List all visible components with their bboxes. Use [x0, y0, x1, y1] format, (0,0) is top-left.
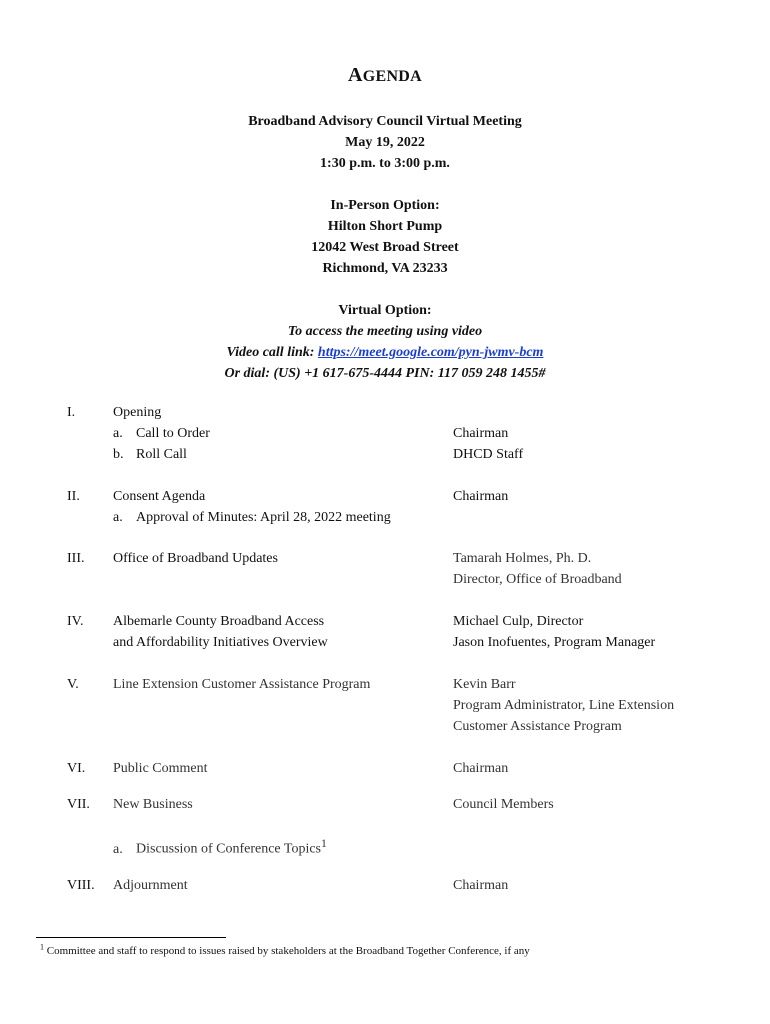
virtual-instruction: To access the meeting using video	[287, 324, 483, 339]
footnote-ref: 1	[321, 837, 327, 850]
agenda-item-title-cont: and Affordability Initiatives Overview	[113, 635, 328, 650]
footnote-mark: 1	[40, 942, 44, 952]
meeting-date: May 19, 2022	[345, 135, 425, 150]
agenda-presenter-role: Director, Office of Broadband	[453, 572, 622, 587]
virtual-heading: Virtual Option:	[338, 303, 432, 318]
agenda-presenter: Jason Inofuentes, Program Manager	[453, 635, 656, 650]
venue-name: Hilton Short Pump	[327, 219, 443, 234]
agenda-presenter-role: Program Administrator, Line Extension	[453, 698, 675, 713]
agenda-number: I.	[67, 405, 76, 420]
agenda-presenter: DHCD Staff	[453, 447, 524, 462]
agenda-number: VI.	[67, 761, 86, 776]
agenda-item-title: Office of Broadband Updates	[113, 551, 278, 566]
agenda-presenter: Tamarah Holmes, Ph. D.	[453, 551, 592, 566]
agenda-item-title: Public Comment	[113, 761, 208, 776]
agenda-presenter: Council Members	[453, 797, 554, 812]
video-call-label: Video call link:	[226, 345, 318, 360]
agenda-presenter: Chairman	[453, 426, 509, 441]
dial-in-line: Or dial: (US) +1 617-675-4444 PIN: 117 059 248 1455#	[224, 366, 546, 381]
agenda-presenter: Michael Culp, Director	[453, 614, 584, 629]
video-call-link[interactable]: https://meet.google.com/pyn-jwmv-bcm	[317, 345, 544, 360]
agenda-subitem: a. Approval of Minutes: April 28, 2022 meeting	[113, 510, 391, 525]
agenda-item-title: Line Extension Customer Assistance Program	[113, 677, 371, 692]
agenda-subitem: a. Call to Order	[113, 426, 210, 441]
agenda-presenter: Kevin Barr	[453, 677, 516, 692]
agenda-subitem: b. Roll Call	[113, 447, 187, 462]
agenda-presenter: Chairman	[453, 489, 509, 504]
agenda-presenter: Chairman	[453, 878, 509, 893]
venue-city: Richmond, VA 23233	[322, 261, 448, 276]
footnote-divider	[36, 937, 226, 938]
agenda-item-title: Albemarle County Broadband Access	[113, 614, 325, 629]
video-call-line	[0, 342, 770, 363]
meeting-time: 1:30 p.m. to 3:00 p.m.	[320, 156, 450, 171]
venue-street: 12042 West Broad Street	[311, 240, 459, 255]
agenda-presenter: Chairman	[453, 761, 509, 776]
agenda-number: IV.	[67, 614, 84, 629]
agenda-item-title: Adjournment	[113, 878, 188, 893]
agenda-number: V.	[67, 677, 79, 692]
agenda-presenter-role: Customer Assistance Program	[453, 719, 622, 734]
in-person-heading: In-Person Option:	[330, 198, 440, 213]
footnote	[40, 942, 530, 957]
agenda-item-title: Opening	[113, 405, 162, 420]
footnote-text: Committee and staff to respond to issues raised by stakeholders at the Broadband Together Conference, if any	[46, 945, 530, 957]
agenda-subitem: a. Discussion of Conference Topics$^1$	[113, 837, 327, 857]
agenda-number: VIII.	[67, 878, 95, 893]
agenda-number: III.	[67, 551, 85, 566]
agenda-number: VII.	[67, 797, 90, 812]
agenda-item-title: Consent Agenda	[113, 489, 206, 504]
meeting-name: Broadband Advisory Council Virtual Meeting	[248, 114, 522, 129]
agenda-item-title: New Business	[113, 797, 193, 812]
page-title: AGENDA	[347, 64, 423, 86]
agenda-number: II.	[67, 489, 80, 504]
